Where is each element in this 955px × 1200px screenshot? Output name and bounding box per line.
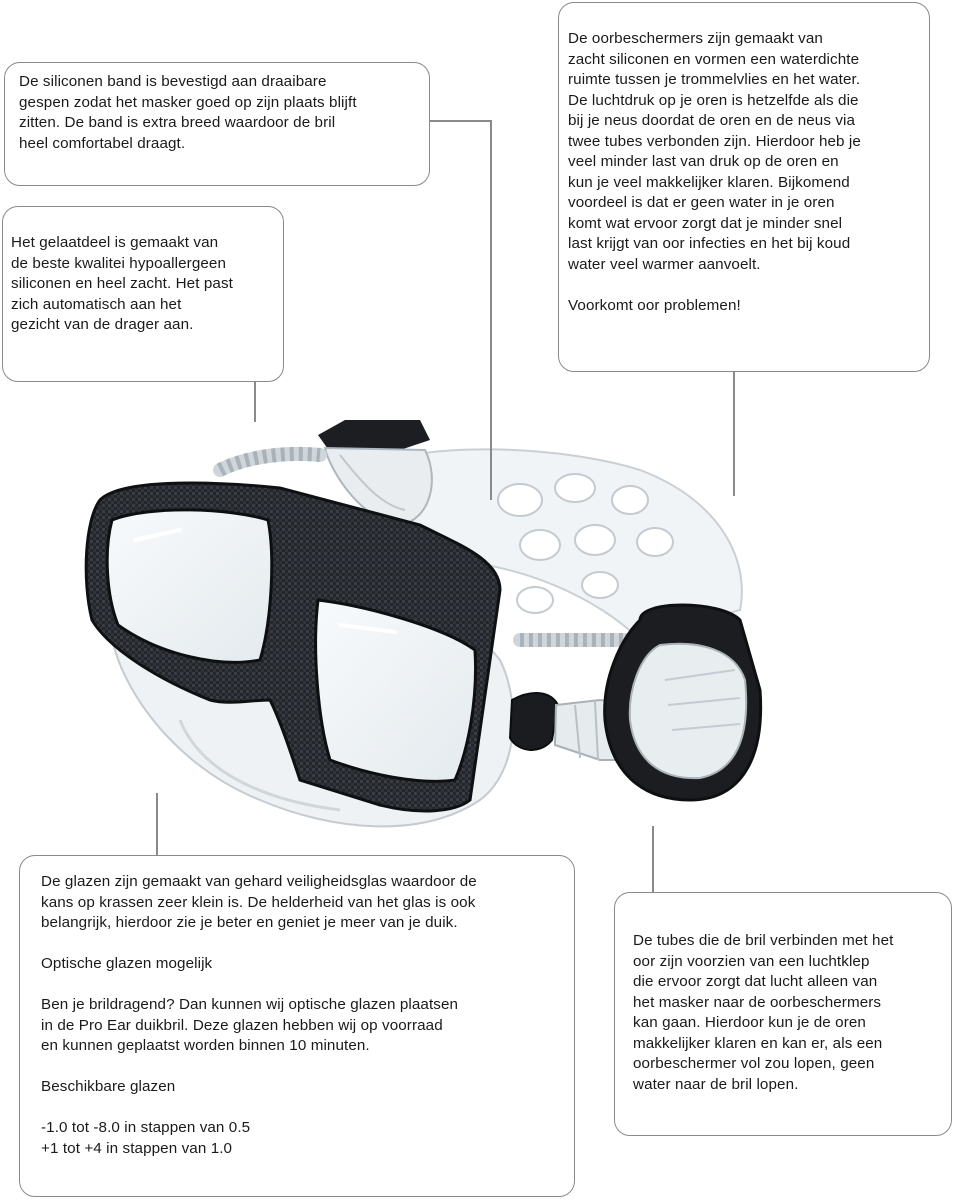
connector-line-strap-h — [428, 120, 490, 122]
optical-lenses-heading: Optische glazen mogelijk — [41, 955, 213, 972]
connector-line-strap-v — [490, 120, 492, 500]
callout-tubes — [614, 892, 952, 1136]
connector-line-tubes — [652, 826, 654, 892]
callout-ear-protectors — [558, 2, 930, 372]
connector-line-ear — [733, 372, 735, 496]
callout-skirt — [2, 206, 284, 382]
available-lenses-heading: Beschikbare glazen — [41, 1078, 176, 1095]
tubes-description: De tubes die de bril verbinden met het oor zijn voorzien van een luchtklep die ervoor zorgt dat lucht alleen van het masker naar de oorbeschermers kan gaan. Hierdoor kun je de oren makkelijker klaren en kan er, als een oorbeschermer vol zou lopen, geen water naar de bril lopen. — [633, 932, 894, 1093]
connector-line-lenses — [156, 793, 158, 855]
skirt-description: Het gelaatdeel is gemaakt van de beste kwalitei hypoallergeen siliconen en heel zacht. Het past zich automatisch aan het gezicht van de drager aan. — [11, 234, 233, 333]
lenses-intro: De glazen zijn gemaakt van gehard veiligheidsglas waardoor de kans op krassen zeer klein is. De helderheid van het glas is ook belangrijk, hierdoor zie je beter en geniet je meer van je duik. — [41, 873, 477, 931]
strap-description: De siliconen band is bevestigd aan draaibare gespen zodat het masker goed op zijn plaats blijft zitten. De band is extra breed waardoor de bril heel comfortabel draagt. — [19, 73, 357, 152]
callout-strap — [4, 62, 430, 186]
ear-protectors-description: De oorbeschermers zijn gemaakt van zacht siliconen en vormen een waterdichte ruimte tussen je trommelvlies en het water. De luchtdruk op je oren is hetzelfde als die bij je neus doordat de oren en de neus via twee tubes verbonden zijn. Hierdoor heb je veel minder last van druk op de oren en kun je veel makkelijker klaren. Bijkomend voordeel is dat er geen water in je oren komt wat ervoor zorgt dat je minder snel last krijgt van oor infecties en het bij koud water veel warmer aanvoelt. — [568, 30, 861, 273]
connector-line-skirt — [254, 382, 256, 422]
callout-lenses — [19, 855, 575, 1197]
available-lenses-ranges: -1.0 tot -8.0 in stappen van 0.5 +1 tot +4 in stappen van 1.0 — [41, 1119, 251, 1157]
ear-protectors-note: Voorkomt oor problemen! — [568, 296, 741, 314]
optical-lenses-text: Ben je brildragend? Dan kunnen wij optische glazen plaatsen in de Pro Ear duikbril. Deze glazen hebben wij op voorraad en kunnen geplaatst worden binnen 10 minuten. — [41, 996, 459, 1054]
ear-protector-right — [605, 605, 761, 800]
